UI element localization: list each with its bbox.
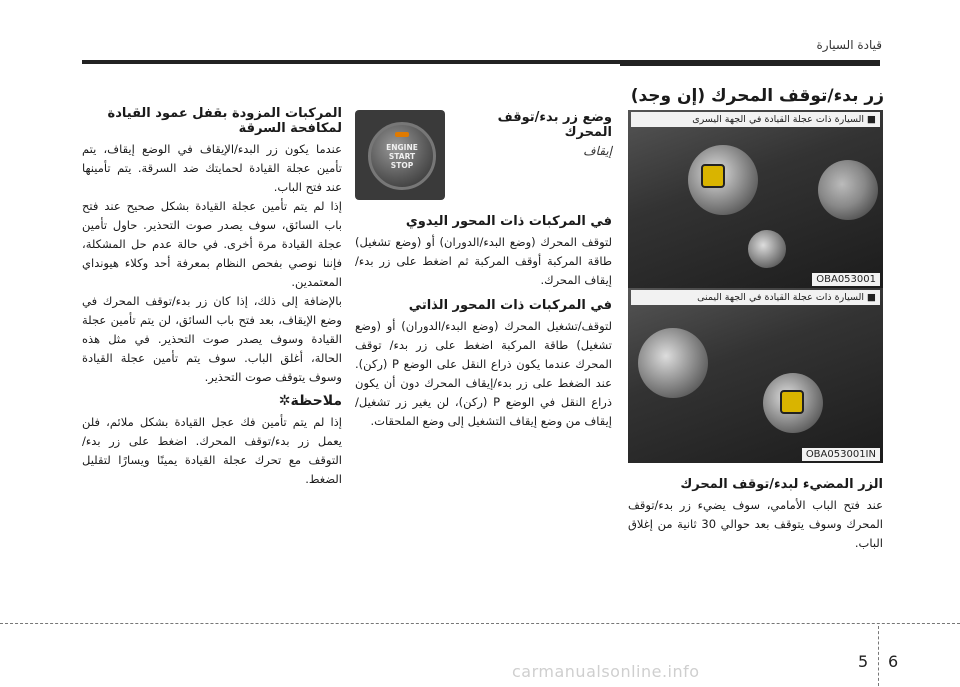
note-heading <box>82 393 342 409</box>
steering-lock-heading: المركبات المزودة بقفل عمود القيادة لمكافحة السرقة <box>107 106 342 136</box>
figure-code: OBA053001 <box>812 273 880 286</box>
manual-transmission-heading: في المركبات ذات المحور اليدوي <box>405 214 612 229</box>
button-position-heading: وضع زر بدء/توقف المحرك <box>497 110 612 140</box>
illuminated-button-heading: الزر المضيء لبدء/توقف المحرك <box>680 477 883 492</box>
automatic-transmission-text: لتوقف/تشغيل المحرك (وضع البدء/الدوران) أو (وضع تشغيل) طاقة المركبة اضغط على زر بدء/ توقف المحرك عندما يكون ذراع النقل على الوضع P (ركن). عند الضغط على زر بدء/إيقاف المحرك دون أن يكون ذراع النقل في الوضع P (ركن)، لن يغير زر تشغيل/إيقاف من وضع إيقاف التشغيل إلى وضع الملحقات. <box>355 319 612 428</box>
middle-column-text <box>355 110 612 431</box>
header-rule-accent <box>620 60 880 66</box>
manual-transmission-text: لتوقف المحرك (وضع البدء/الدوران) أو (وضع تشغيل) طاقة المركبة أوقف المركبة ثم اضغط على زر بدء/إيقاف المحرك. <box>355 235 612 287</box>
illuminated-button-text: عند فتح الباب الأمامي، سوف يضيء زر بدء/توقف المحرك وسوف يتوقف بعد حوالي 30 ثانية من إغلاق الباب. <box>628 498 883 550</box>
chapter-number: 6 <box>888 652 899 671</box>
hazard-button-icon <box>780 390 804 414</box>
page-number: 5 <box>858 652 869 671</box>
steering-lock-paragraph: بالإضافة إلى ذلك، إذا كان زر بدء/توقف المحرك في وضع الإيقاف، بعد فتح باب السائق، لن يتم تأمين عجلة القيادة وسوف يصدر صوت التحذير. في مثل هذه الحالة، أغلق الباب. سوف يتم تأمين عجلة القيادة وسوف يتوقف صوت التحذير. <box>82 294 342 384</box>
button-text-line: STOP <box>390 161 414 170</box>
steering-lock-paragraph: عندما يكون زر البدء/الإيقاف في الوضع إيقاف، يتم تأمين عجلة القيادة لحمايتك ضد السرقة. يتم تأمينها عند فتح الباب. <box>82 142 342 194</box>
right-column-text <box>628 477 883 553</box>
hazard-button-icon <box>701 164 725 188</box>
footer-rule <box>0 623 960 624</box>
chapter-header: قيادة السيارة <box>816 38 882 52</box>
figure-lhd <box>628 110 883 288</box>
automatic-transmission-heading: في المركبات ذات المحور الذاتي <box>408 298 612 313</box>
note-label: ملاحظة <box>290 393 342 409</box>
off-subheading: إيقاف <box>583 144 612 158</box>
note-text: إذا لم يتم تأمين فك عجل القيادة بشكل ملائم، فلن يعمل زر بدء/توقف المحرك. اضغط على زر بدء/ التوقف مع تحرك عجلة القيادة يمينًا ويسارًا لتقليل الضغط. <box>82 415 342 486</box>
vent-knob <box>638 328 708 398</box>
steering-lock-paragraph: إذا لم يتم تأمين عجلة القيادة بشكل صحيح عند فتح باب السائق، سوف يصدر صوت التحذير. حاول تأمين عجلة القيادة مرة أخرى. في حالة عدم حل المشكلة، فإننا نوصي بفحص النظام بمعرفة أحد وكلاء هيونداي المعتمدين. <box>82 199 342 289</box>
figure-caption: ■ السيارة ذات عجلة القيادة في الجهة اليسرى <box>631 112 880 127</box>
figure-caption: ■ السيارة ذات عجلة القيادة في الجهة اليمنى <box>631 290 880 305</box>
footer-divider <box>878 626 879 686</box>
button-text-line: START <box>388 152 416 161</box>
vent-knob <box>818 160 878 220</box>
figure-rhd <box>628 288 883 463</box>
left-column-text <box>82 106 342 489</box>
button-text-line: ENGINE <box>386 143 418 152</box>
note-star-icon: ✲ <box>278 393 291 409</box>
figure-code: OBA053001IN <box>802 448 880 461</box>
section-title: زر بدء/توقف المحرك (إن وجد) <box>630 86 884 106</box>
stalk-knob <box>748 230 786 268</box>
watermark: carmanualsonline.info <box>512 662 700 681</box>
